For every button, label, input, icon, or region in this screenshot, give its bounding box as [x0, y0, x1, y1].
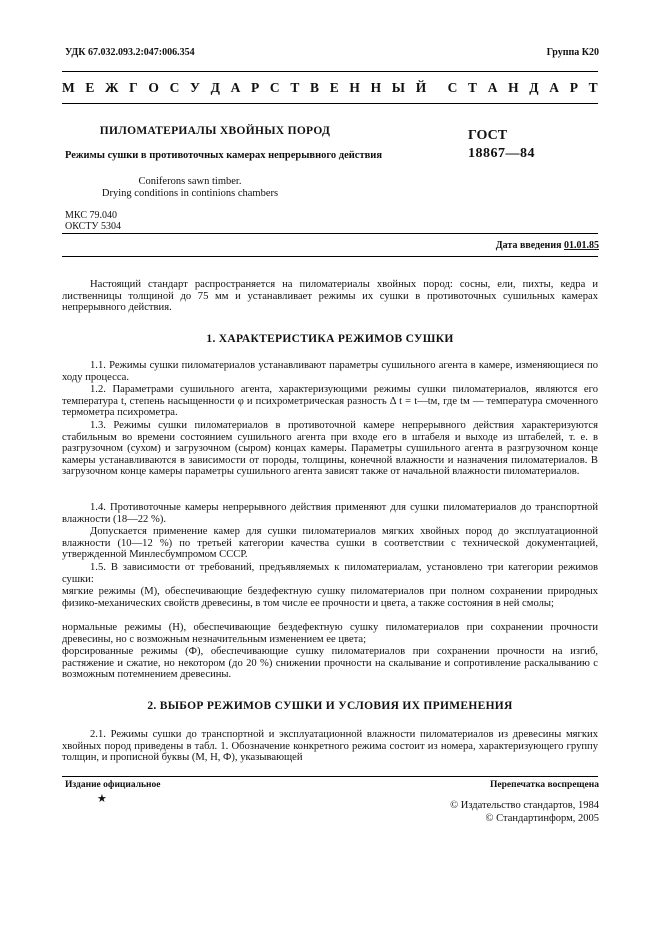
reprint-prohibited: Перепечатка воспрещена [489, 780, 599, 790]
paragraph-1-3: 1.3. Режимы сушки пиломатериалов в противоточной камере непрерывного действия характеризуются стабильным во времени состоянием сушильного агента при входе его в штабеля и выходе из штабелей, т. е. в разгрузочном (сухом) и загрузочном (сыром) концах камеры. Параметры сушильного агента в разгрузочном конце камеры устанавливаются в зависимости от породы, толщины, конечной влажности и назначения пиломатериалов. В загрузочном конце камеры параметры сушильного агента зависят также от начальной влажности пиломатериалов. [62, 420, 598, 477]
top-rule [62, 71, 598, 72]
banner-letter: Н [370, 80, 382, 95]
udk-code: УДК 67.032.093.2:047:006.354 [65, 47, 195, 58]
subtitle-russian: Режимы сушки в противоточных камерах непрерывного действия [65, 150, 382, 161]
title-english-line1: Coniferons sawn timber. [138, 176, 242, 187]
banner-rule [62, 103, 598, 104]
paragraph-1-4-continued: Допускается применение камер для сушки пиломатериалов мягких хвойных пород до эксплуатационной влажности (10—12 %) по третьей категории качества сушки в соответствии с технической документацией, утвержденной Минлесбумпромом СССР. [62, 526, 598, 560]
banner-letter: С [447, 80, 458, 95]
date-intro-value: 01.01.85 [564, 240, 599, 251]
banner-letter: М [62, 80, 75, 95]
date-of-introduction [496, 240, 599, 251]
banner-letter: Р [569, 80, 578, 95]
banner-letter: Й [415, 80, 427, 95]
paragraph-2-1: 2.1. Режимы сушки до транспортной и эксплуатационной влажности пиломатериалов из древесины мягких хвойных пород приведены в табл. 1. Обозначение конкретного режима состоит из номера, характеризующего группу толщин, и прописной буквы (М, Н, Ф), указывающей [62, 729, 598, 763]
banner-letter: Р [251, 80, 260, 95]
date-intro-label: Дата введения [495, 240, 562, 251]
banner-letter: А [230, 80, 241, 95]
title-english-line2: Drying conditions in continions chambers [101, 188, 279, 199]
banner-letter: Е [85, 80, 95, 95]
title-russian: ПИЛОМАТЕРИАЛЫ ХВОЙНЫХ ПОРОД [99, 125, 331, 137]
banner-letter: В [310, 80, 320, 95]
banner-letter: Т [588, 80, 598, 95]
banner-letter: Т [290, 80, 300, 95]
section-2-heading: 2. ВЫБОР РЕЖИМОВ СУШКИ И УСЛОВИЯ ИХ ПРИМЕНЕНИЯ [147, 700, 513, 712]
gost-number: 18867—84 [468, 146, 535, 161]
paragraph-1-5: 1.5. В зависимости от требований, предъявляемых к пиломатериалам, установлено три категории режимов сушки: [62, 562, 598, 585]
interstate-standard-banner [62, 80, 598, 98]
section-1-heading: 1. ХАРАКТЕРИСТИКА РЕЖИМОВ СУШКИ [206, 333, 454, 345]
paragraph-1-4: 1.4. Противоточные камеры непрерывного действия применяют для сушки пиломатериалов до транспортной влажности (18—22 %). [62, 502, 598, 525]
copyright-1984: © Издательство стандартов, 1984 [450, 800, 599, 811]
banner-letter: А [549, 80, 560, 95]
paragraph-1-2: 1.2. Параметрами сушильного агента, характеризующими режимы сушки пиломатериалов, являются его температура t, степень насыщенности φ и психрометрическая разность Δ t = t—tм, где tм — температура смоченного термометра психрометра. [62, 384, 598, 418]
okstu-code: ОКСТУ 5304 [65, 221, 122, 232]
paragraph-1-5-soft: мягкие режимы (М), обеспечивающие бездефектную сушку пиломатериалов при полном сохранении природных физико-механических свойств древесины, в том числе ее прочности и цвета, а также состояния в ней смолы; [62, 586, 598, 609]
banner-letter: Д [529, 80, 539, 95]
star-icon: ★ [97, 793, 107, 805]
gost-label: ГОСТ [468, 128, 508, 143]
date-rule [62, 256, 598, 257]
banner-letter: С [169, 80, 180, 95]
banner-letter: Ж [105, 80, 119, 95]
banner-letter: А [487, 80, 498, 95]
banner-letter: С [269, 80, 280, 95]
classification-rule [62, 233, 598, 234]
copyright-2005: © Стандартинформ, 2005 [485, 813, 599, 824]
banner-letter: У [190, 80, 200, 95]
banner-letter: Н [349, 80, 360, 95]
banner-letter: Т [468, 80, 478, 95]
banner-letter: Е [329, 80, 339, 95]
official-edition: Издание официальное [65, 780, 161, 790]
paragraph-1-5-normal: нормальные режимы (Н), обеспечивающие бездефектную сушку пиломатериалов при сохранении прочности древесины, но с возможным незначительным изменением ее цвета; [62, 622, 598, 645]
paragraph-1-1: 1.1. Режимы сушки пиломатериалов устанавливают параметры сушильного агента в камере, изменяющиеся по ходу процесса. [62, 360, 598, 383]
group-code: Группа К20 [546, 47, 599, 58]
paragraph-1-5-forced: форсированные режимы (Ф), обеспечивающие сушку пиломатериалов при сохранении прочности на изгиб, растяжение и сжатие, но некотором (до 20 %) снижении прочности на скалывание и сопротивление раскалыванию с возможным потемнением древесины. [62, 646, 598, 680]
banner-letter: Ы [391, 80, 406, 95]
banner-letter: Д [210, 80, 220, 95]
banner-letter: О [148, 80, 159, 95]
intro-paragraph: Настоящий стандарт распространяется на пиломатериалы хвойных пород: сосны, ели, пихты, кедра и лиственницы толщиной до 75 мм и устанавливает режимы их сушки в противоточных сушильных камерах непрерывного действия. [62, 279, 598, 313]
banner-letter: Г [129, 80, 138, 95]
footer-rule [62, 776, 598, 777]
mks-code: МКС 79.040 [65, 210, 117, 221]
banner-letter: Н [508, 80, 519, 95]
